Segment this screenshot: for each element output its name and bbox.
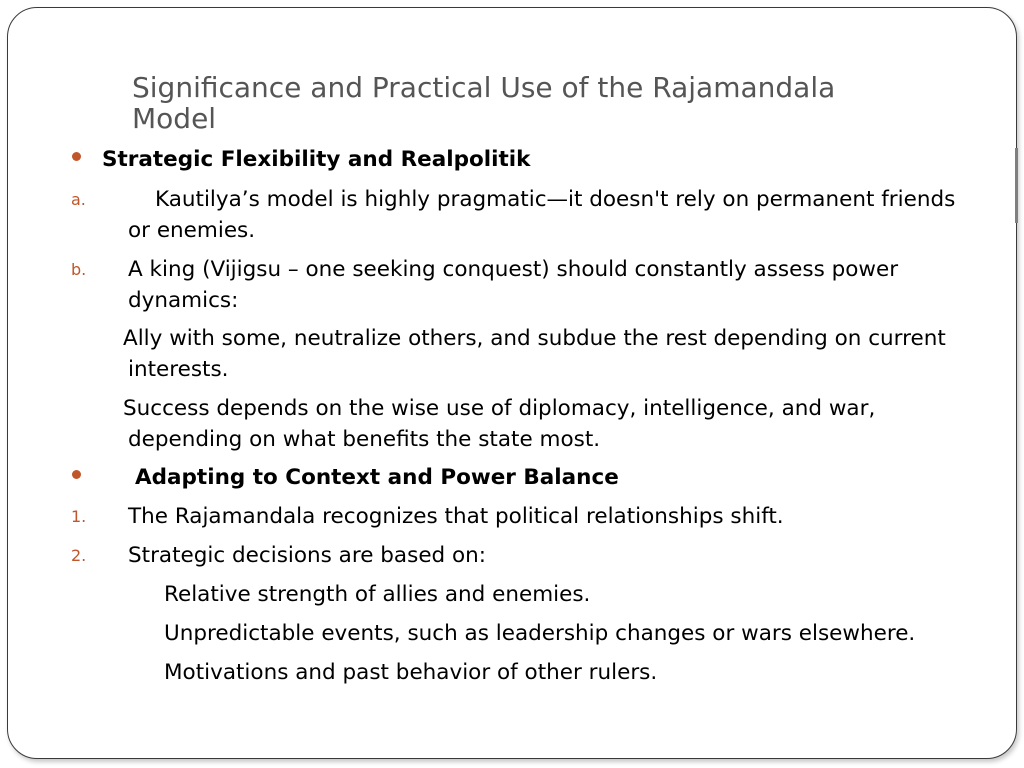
list-item-2: Strategic decisions are based on: — [128, 543, 487, 568]
bullet-icon — [72, 470, 81, 479]
section-heading-adapting-context: Adapting to Context and Power Balance — [135, 465, 619, 490]
section-heading-strategic-flexibility: Strategic Flexibility and Realpolitik — [102, 147, 531, 172]
bullet-icon — [72, 152, 81, 161]
list-marker-2: 2. — [71, 546, 87, 565]
slide-body — [8, 8, 1016, 758]
sub-item-unpredictable-events: Unpredictable events, such as leadership changes or wars elsewhere. — [164, 621, 916, 646]
sub-item-success: Success depends on the wise use of diplomacy, intelligence, and war, depending on what benefits the state most. — [123, 396, 876, 452]
slide — [7, 7, 1017, 759]
sub-item-relative-strength: Relative strength of allies and enemies. — [164, 582, 591, 607]
list-item-1: The Rajamandala recognizes that political relationships shift. — [128, 504, 784, 529]
list-item-a: Kautilya’s model is highly pragmatic—it doesn't rely on permanent friends or enemies. — [128, 187, 956, 243]
list-marker-b: b. — [71, 260, 87, 279]
slide-title: Significance and Practical Use of the Rajamandala Model — [132, 71, 836, 135]
sub-item-motivations: Motivations and past behavior of other rulers. — [164, 660, 658, 685]
list-marker-a: a. — [71, 190, 86, 209]
sub-item-ally: Ally with some, neutralize others, and subdue the rest depending on current interests. — [123, 326, 946, 382]
list-marker-1: 1. — [71, 507, 87, 526]
list-item-b: A king (Vijigsu – one seeking conquest) should constantly assess power dynamics: — [128, 257, 899, 313]
